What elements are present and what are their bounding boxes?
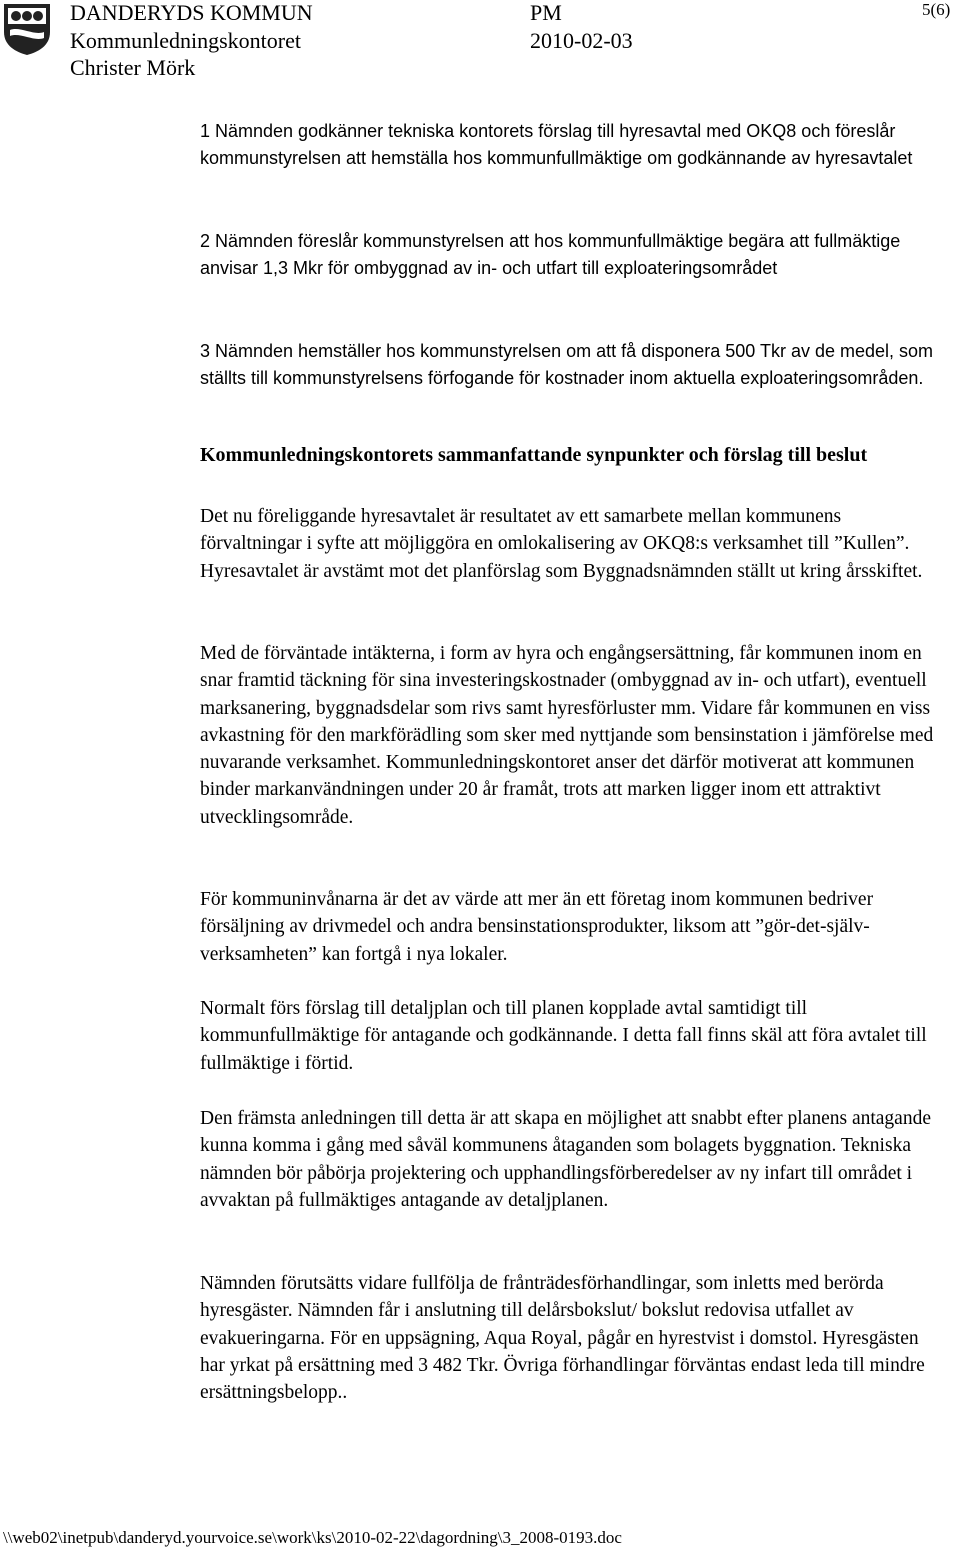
paragraph: Nämnden förutsätts vidare fullfölja de frånträdesförhandlingar, som inletts med berörda hyresgäster. Nämnden får i anslutning till delårsbokslut/ bokslut redovisa utfallet av evakueringarna. För en uppsägning, Aqua Royal, pågår en hyrestvist i domstol. Hyresgästen har yrkat på ersättning med 3 482 Tkr. Övriga förhandlingar förväntas endast leda till mindre ersättningsbelopp..: [200, 1273, 925, 1404]
municipality-coat-of-arms-icon: [2, 2, 52, 56]
paragraph: Den främsta anledningen till detta är att skapa en möjlighet att snabbt efter planens antagande kunna komma i gång med såväl kommunens åtaganden som bolagets byggnation. Tekniska nämnden bör påbörja projektering och upphandlingsförberedelser av ny infart till området i avvaktan på fullmäktiges antagande av detaljplanen.: [200, 1108, 931, 1211]
file-path-footer: \\web02\inetpub\danderyd.yourvoice.se\work\ks\2010-02-22\dagordning\3_2008-0193.doc: [3, 1528, 622, 1547]
decision-item-1: 1 Nämnden godkänner tekniska kontorets förslag till hyresavtal med OKQ8 och föreslår kommunstyrelsen att hemställa hos kommunfullmäktige om godkännande av hyresavtalet: [200, 121, 913, 169]
paragraph: För kommuninvånarna är det av värde att mer än ett företag inom kommunen bedriver försäljning av drivmedel och andra bensinstationsprodukter, liksom att ”gör-det-själv-verksamheten” kan fortgå i nya lokaler.: [200, 889, 874, 965]
decision-item-3: 3 Nämnden hemställer hos kommunstyrelsen om att få disponera 500 Tkr av de medel, som ställts till kommunstyrelsens förfogande för kostnader inom aktuella exploateringsområden.: [200, 341, 934, 389]
doc-date: 2010-02-03: [530, 28, 633, 53]
page-number: 5(6): [922, 0, 951, 19]
paragraph: Det nu föreliggande hyresavtalet är resultatet av ett samarbete mellan kommunens förvaltningar i syfte att möjliggöra en omlokalisering av OKQ8:s verksamhet till ”Kullen”. Hyresavtalet är avstämt mot det planförslag som Byggnadsnämnden ställt ut kring årsskiftet.: [200, 506, 923, 582]
doc-type: PM: [530, 0, 562, 25]
paragraph: Normalt förs förslag till detaljplan och till planen kopplade avtal samtidigt till kommunfullmäktige för antagande och godkännande. I detta fall finns skäl att föra avtalet till fullmäktige i förtid.: [200, 998, 927, 1074]
section-heading: Kommunledningskontorets sammanfattande synpunkter och förslag till beslut: [200, 444, 868, 466]
author-name: Christer Mörk: [70, 55, 196, 80]
paragraph: Med de förväntade intäkterna, i form av hyra och engångsersättning, får kommunen inom en snar framtid täckning för sina investeringskostnader (ombyggnad av in- och utfart), eventuell marksanering, byggnadsdelar som rivs samt hyresförluster mm. Vidare får kommunen en viss avkastning för den markförädling som sker med nyttjande som bensinstation i jämförelse med nuvarande verksamhet. Kommunledningskontoret anser det därför motiverat att kommunen binder markanvändningen under 20 år framåt, trots att marken ligger inom ett attraktivt utvecklingsområde.: [200, 643, 934, 828]
decision-item-2: 2 Nämnden föreslår kommunstyrelsen att hos kommunfullmäktige begära att fullmäktige anvisar 1,3 Mkr för ombyggnad av in- och utfart till exploateringsområdet: [200, 231, 901, 279]
office-name: Kommunledningskontoret: [70, 28, 301, 53]
org-name: DANDERYDS KOMMUN: [70, 0, 313, 25]
